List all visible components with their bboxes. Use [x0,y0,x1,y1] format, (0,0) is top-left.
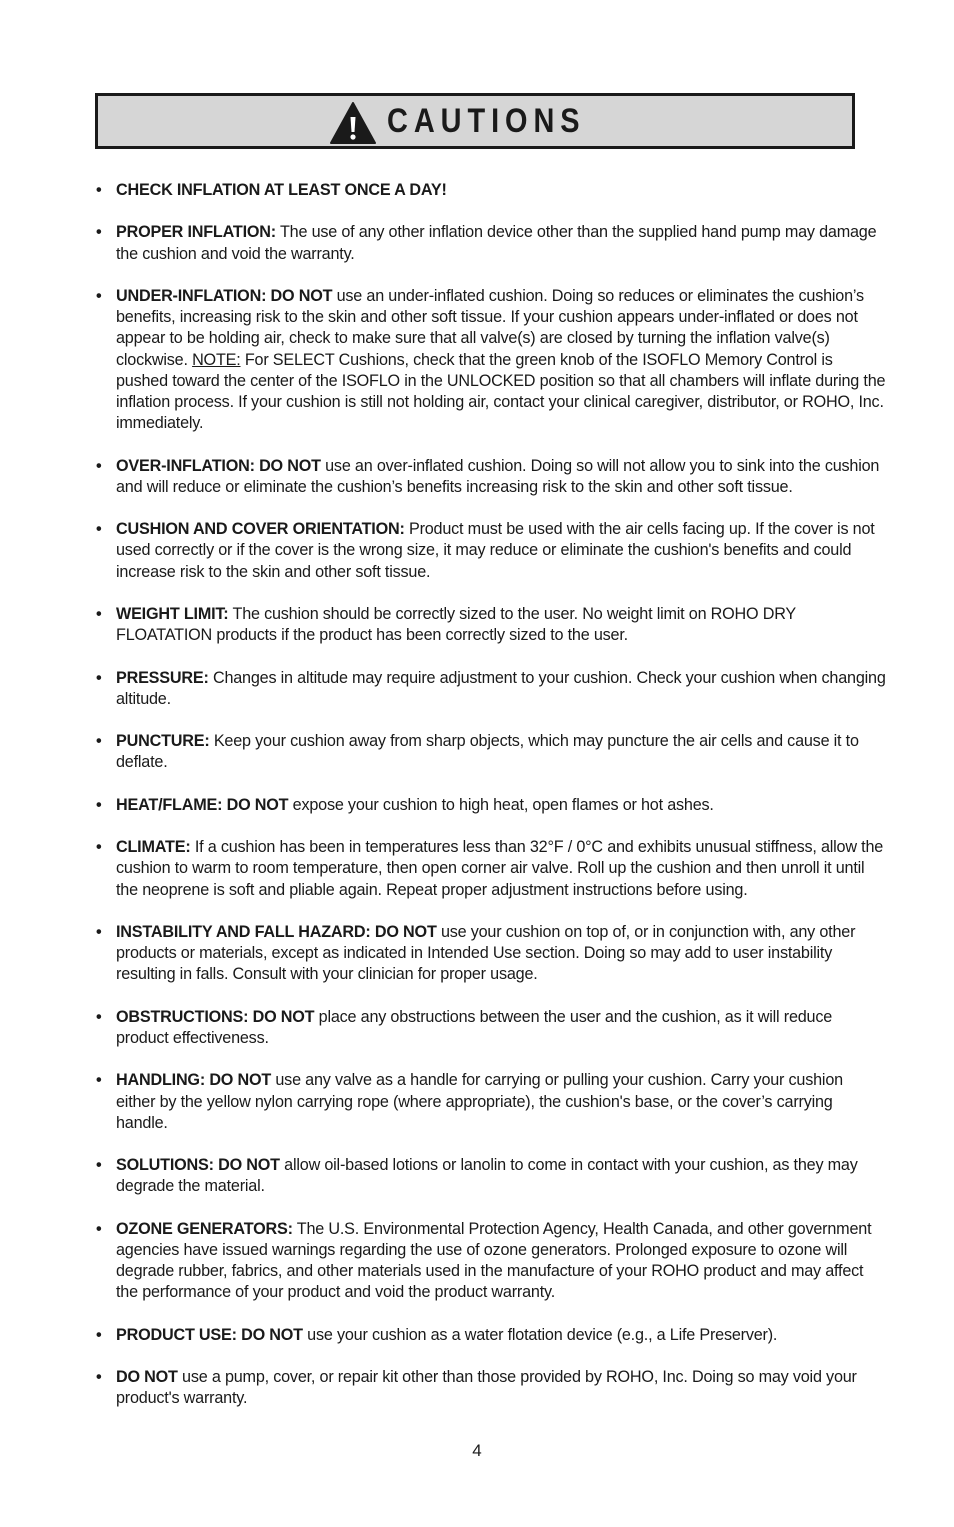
bullet: • [96,1368,102,1387]
bullet: • [96,520,102,539]
item-lead: PRODUCT USE: DO NOT [116,1325,303,1344]
bullet: • [96,1219,102,1238]
item-lead: OZONE GENERATORS: [116,1219,293,1238]
list-item [96,668,886,710]
bullet: • [96,181,102,199]
bullet: • [96,456,102,475]
list-item [96,1219,886,1304]
item-lead: WEIGHT LIMIT: [116,604,229,623]
list-item [96,180,886,201]
list-item [96,456,886,498]
item-body: The cushion should be correctly sized to the user. No weight limit on ROHO DRY FLOATATION products if the product has been correctly sized to the user. [116,604,796,645]
item-lead: OBSTRUCTIONS: DO NOT [116,1007,315,1026]
bullet: • [96,604,102,623]
item-lead: PRESSURE: [116,668,209,687]
item-lead: PUNCTURE: [116,732,210,751]
bullet: • [96,668,102,687]
item-body: The U.S. Environmental Protection Agency, Health Canada, and other government agencies have issued warnings regarding the use of ozone generators. Prolonged exposure to ozone will degrade rubber, fabrics, and other materials used in the manufacture of your ROHO product and may affect the performance of your product and void the product warranty. [116,1219,872,1302]
bullet: • [96,732,102,751]
item-body: allow oil-based lotions or lanolin to come in contact with your cushion, as they may degrade the material. [116,1156,858,1196]
list-item [96,1155,886,1197]
item-body: The use of any other inflation device other than the supplied hand pump may damage the cushion and void the warranty. [116,223,877,263]
bullet: • [96,286,102,305]
cautions-list [96,180,886,1431]
item-body: use your cushion on top of, or in conjunction with, any other products or materials, except as indicated in Intended Use section. Doing so may add to user instability resulting in falls. Consult with your clinician for proper usage. [116,922,856,984]
list-item [96,519,886,583]
item-lead: CHECK INFLATION AT LEAST ONCE A DAY! [116,181,447,199]
cautions-banner [95,93,855,149]
item-body: If a cushion has been in temperatures less than 32°F / 0°C and exhibits unusual stiffness, allow the cushion to warm to room temperature, then open corner air valve. Roll up the cushion and then unroll it until the neoprene is soft and pliable again. Repeat proper adjustment instructions before using. [116,838,884,899]
bullet: • [96,795,102,814]
list-item [96,1070,886,1134]
warning-triangle-icon [329,101,377,145]
item-body: use an over-inflated cushion. Doing so will not allow you to sink into the cushion and will reduce or eliminate the cushion’s benefits increasing risk to the skin and other soft tissue. [116,456,880,496]
item-body: use your cushion as a water flotation device (e.g., a Life Preserver). [302,1325,778,1344]
item-body-continued: For SELECT Cushions, check that the green knob of the ISOFLO Memory Control is pushed toward the center of the ISOFLO in the UNLOCKED position so that all chambers will inflate during the inflation process. If your cushion is still not holding air, contact your clinical caregiver, distributor, or ROHO, Inc. immediately. [116,350,886,433]
item-body: Changes in altitude may require adjustment to your cushion. Check your cushion when changing altitude. [116,668,886,708]
item-lead: CUSHION AND COVER ORIENTATION: [116,520,405,539]
list-item [96,1367,886,1409]
bullet: • [96,1071,102,1090]
list-item [96,286,886,434]
item-lead: PROPER INFLATION: [116,223,276,242]
item-lead: SOLUTIONS: DO NOT [116,1156,280,1175]
bullet: • [96,1007,102,1026]
list-item [96,795,886,816]
bullet: • [96,1156,102,1175]
list-item [96,837,886,901]
item-body: use any valve as a handle for carrying or pulling your cushion. Carry your cushion either by the yellow nylon carrying rope (where appropriate), the cushion's base, or the cover’s carrying handle. [116,1071,843,1132]
bullet: • [96,922,102,941]
item-lead: CLIMATE: [116,838,191,857]
item-lead: DO NOT [116,1368,178,1387]
item-lead: INSTABILITY AND FALL HAZARD: DO NOT [116,922,437,941]
list-item [96,731,886,773]
banner-title: CAUTIONS [387,101,586,140]
item-body: use a pump, cover, or repair kit other than those provided by ROHO, Inc. Doing so may void your product's warranty. [116,1368,857,1408]
bullet: • [96,1325,102,1344]
page-number: 4 [472,1441,482,1460]
item-body: use an under-inflated cushion. Doing so reduces or eliminates the cushion’s benefits, increasing risk to the skin and other soft tissue. If your cushion appears under-inflated or does not appear to be holding air, check to make sure that all valve(s) are closed by turning the inflation valve(s) clockwise. [116,286,864,369]
note-label: NOTE: [192,350,241,369]
item-lead: HEAT/FLAME: DO NOT [116,795,289,814]
list-item [96,1007,886,1049]
list-item [96,222,886,264]
list-item [96,604,886,646]
item-lead: HANDLING: DO NOT [116,1071,272,1090]
bullet: • [96,223,102,242]
bullet: • [96,838,102,857]
item-body: expose your cushion to high heat, open flames or hot ashes. [288,795,714,814]
item-lead: UNDER-INFLATION: DO NOT [116,286,333,305]
list-item [96,922,886,986]
item-lead: OVER-INFLATION: DO NOT [116,456,321,475]
item-body: Keep your cushion away from sharp objects, which may puncture the air cells and cause it to deflate. [116,732,859,772]
item-body: Product must be used with the air cells facing up. If the cover is not used correctly or if the cover is the wrong size, it may reduce or eliminate the cushion's benefits and could increase risk to the skin and other soft tissue. [116,520,875,581]
list-item [96,1325,886,1346]
item-body: place any obstructions between the user and the cushion, as it will reduce product effectiveness. [116,1007,833,1047]
